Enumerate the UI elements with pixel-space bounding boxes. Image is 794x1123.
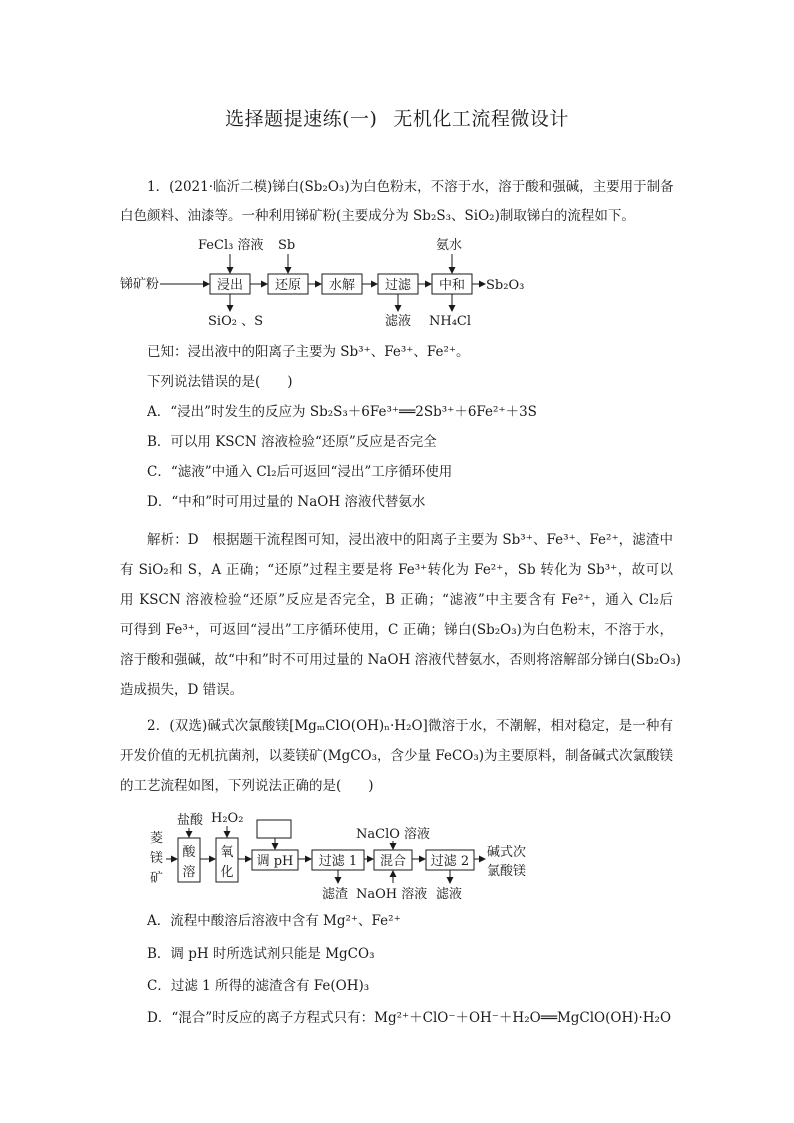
- q1-analysis-line4: 可得到 Fe³⁺，可返回“浸出”工序循环使用，C 正确；锑白(Sb₂O₃)为白色粉末，不溶于水，: [120, 622, 673, 638]
- q2-start-1: 菱: [150, 831, 164, 846]
- q1-stem-line1: 1．(2021·临沂二模)锑白(Sb₂O₃)为白色粉末，不溶于水，溶于酸和强碱，主要用于制备: [147, 179, 674, 195]
- q2-box-1a: 酸: [182, 845, 196, 860]
- q2-box-3: 调 pH: [256, 854, 294, 869]
- q2-stem-line1: 2．(双选)碱式次氯酸镁[MgₘClO(OH)ₙ·H₂O]微溶于水，不潮解，相对稳定，是一种有: [147, 718, 673, 734]
- q1-input-sb: Sb: [278, 238, 296, 253]
- title-sub: 无机化工流程微设计: [393, 108, 569, 130]
- q1-output-residue: SiO₂ 、S: [208, 314, 263, 329]
- q2-option-a: A．流程中酸溶后溶液中含有 Mg²⁺、Fe²⁺: [147, 913, 401, 929]
- q2-flowchart: [120, 800, 680, 910]
- q2-box-4: 过滤 1: [318, 854, 358, 869]
- q2-option-c: C．过滤 1 所得的滤渣含有 Fe(OH)₃: [147, 978, 370, 994]
- q1-step-4: 过滤: [384, 278, 412, 293]
- q2-end-2: 氯酸镁: [487, 864, 527, 879]
- q1-analysis-line5: 溶于酸和强碱，故“中和”时不可用过量的 NaOH 溶液代替氨水，否则将溶解部分锑白(Sb₂O₃): [120, 652, 681, 668]
- q2-box-2b: 化: [220, 865, 234, 880]
- q1-step-5: 中和: [438, 278, 466, 293]
- q2-end-1: 碱式次: [487, 845, 527, 860]
- q1-stem-line2: 白色颜料、油漆等。一种利用锑矿粉(主要成分为 Sb₂S₃、SiO₂)制取锑白的流程如下。: [120, 208, 635, 224]
- q1-analysis-line6: 造成损失，D 错误。: [120, 682, 244, 698]
- q1-input-ammonia: 氨水: [436, 238, 463, 253]
- q2-box-5: 混合: [379, 854, 407, 869]
- q1-output-nh4cl: NH₄Cl: [429, 314, 472, 329]
- q1-option-c: C．“滤液”中通入 Cl₂后可返回“浸出”工序循环使用: [147, 464, 453, 480]
- q1-step-3: 水解: [328, 278, 356, 293]
- q2-option-b: B．调 pH 时所选试剂只能是 MgCO₃: [147, 946, 375, 962]
- q2-stem-line2: 开发价值的无机抗菌剂，以菱镁矿(MgCO₃，含少量 FeCO₃)为主要原料，制备碱式次氯酸镁: [120, 748, 674, 764]
- q2-start-3: 矿: [150, 871, 164, 886]
- q2-option-d: D．“混合”时反应的离子方程式只有：Mg²⁺＋ClO⁻＋OH⁻＋H₂O══MgClO(OH)·H₂O: [147, 1010, 672, 1026]
- q2-box-6: 过滤 2: [430, 854, 470, 869]
- q2-stem-line3: 的工艺流程如图，下列说法正确的是( ): [120, 778, 374, 794]
- q1-output-filtrate: 滤液: [385, 314, 412, 329]
- q2-output-filtrate: 滤液: [436, 887, 463, 902]
- q2-blank-reagent-box: [257, 820, 291, 838]
- q1-flow-start: 锑矿粉: [120, 277, 160, 292]
- q2-input-naclo: NaClO 溶液: [356, 827, 431, 842]
- q2-box-2a: 氧: [220, 845, 234, 860]
- q1-option-d: D．“中和”时可用过量的 NaOH 溶液代替氨水: [147, 494, 426, 510]
- page-title: [0, 104, 794, 131]
- q2-input-naoh: NaOH 溶液: [356, 887, 428, 902]
- q1-flowchart: [120, 232, 680, 332]
- q1-input-fecl3: FeCl₃ 溶液: [198, 238, 264, 253]
- q1-known: 已知：浸出液中的阳离子主要为 Sb³⁺、Fe³⁺、Fe²⁺。: [147, 344, 470, 360]
- q1-ask: 下列说法错误的是( ): [147, 374, 293, 390]
- q2-output-residue: 滤渣: [322, 887, 349, 902]
- q1-option-b: B．可以用 KSCN 溶液检验“还原”反应是否完全: [147, 434, 437, 450]
- q1-analysis-line3: 用 KSCN 溶液检验“还原”反应是否完全，B 正确；“滤液”中主要含有 Fe²⁺，通入 Cl₂后: [120, 592, 673, 608]
- q2-input-hcl: 盐酸: [177, 813, 204, 828]
- title-main: 选择题提速练(一): [225, 108, 378, 130]
- q1-step-1: 浸出: [216, 278, 244, 293]
- q1-analysis-line1: 解析：D 根据题干流程图可知，浸出液中的阳离子主要为 Sb³⁺、Fe³⁺、Fe²⁺，滤渣中: [147, 532, 673, 548]
- q2-input-h2o2: H₂O₂: [211, 811, 244, 826]
- q2-start-2: 镁: [150, 851, 164, 866]
- q1-step-2: 还原: [274, 278, 302, 293]
- q1-flow-end: Sb₂O₃: [486, 278, 525, 293]
- q1-option-a: A．“浸出”时发生的反应为 Sb₂S₃＋6Fe³⁺══2Sb³⁺＋6Fe²⁺＋3S: [147, 404, 537, 420]
- q2-box-1b: 溶: [182, 865, 196, 880]
- q1-analysis-line2: 有 SiO₂和 S，A 正确；“还原”过程主要是将 Fe³⁺转化为 Fe²⁺，Sb 转化为 Sb³⁺，故可以: [120, 562, 673, 578]
